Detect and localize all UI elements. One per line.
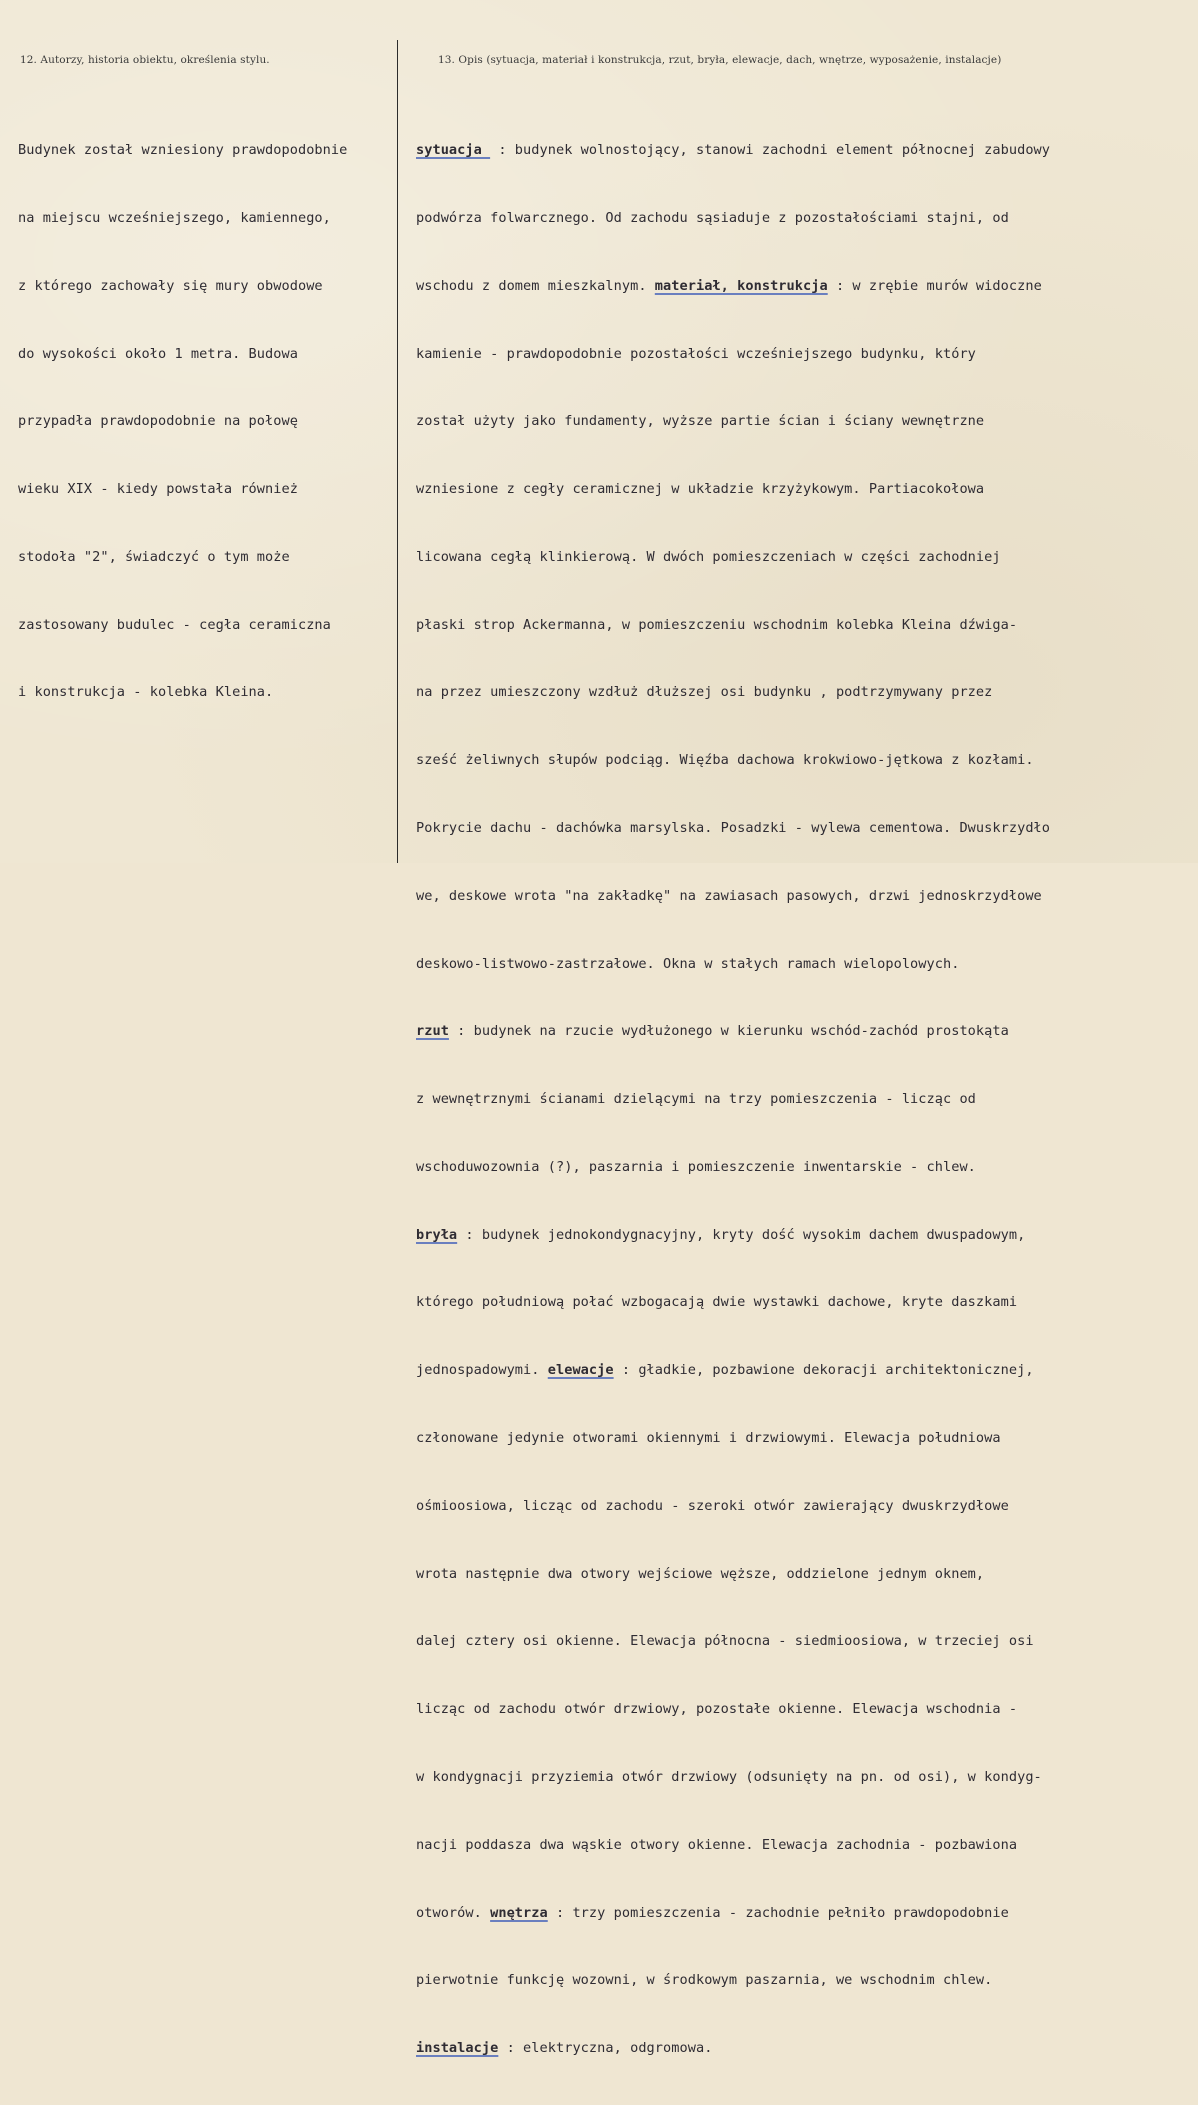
text-line: sześć żeliwnych słupów podciąg. Więźba dachowa krokwiowo-jętkowa z kozłami. — [416, 752, 1034, 769]
text-run: otworów. — [416, 1904, 491, 1921]
term-rzut: rzut — [416, 1023, 449, 1040]
term-instalacje: instalacje — [416, 2040, 499, 2057]
text-line: członowane jedynie otworami okiennymi i drzwiowymi. Elewacja południowa — [416, 1430, 1001, 1447]
text-line: ośmioosiowa, licząc od zachodu - szeroki otwór zawierający dwuskrzydłowe — [416, 1497, 1009, 1514]
text-line: z wewnętrznymi ścianami dzielącymi na trzy pomieszczenia - licząc od — [416, 1091, 976, 1108]
text-line: licowana cegłą klinkierową. W dwóch pomieszczeniach w części zachodniej — [416, 548, 1001, 565]
section-12-header: 12. Autorzy, historia obiektu, określenia stylu. — [20, 54, 270, 66]
text-line — [416, 1020, 1050, 1043]
text-line: nacji poddasza dwa wąskie otwory okienne. Elewacja zachodnia - pozbawiona — [416, 1836, 1018, 1853]
description-text — [416, 94, 1050, 2105]
text-line: dalej cztery osi okienne. Elewacja północna - siedmioosiowa, w trzeciej osi — [416, 1633, 1034, 1650]
text-line: wschoduwozownia (?), paszarnia i pomieszczenie inwentarskie - chlew. — [416, 1158, 976, 1175]
text-line: na miejscu wcześniejszego, kamiennego, — [18, 209, 331, 226]
text-line: Pokrycie dachu - dachówka marsylska. Posadzki - wylewa cementowa. Dwuskrzydło — [416, 820, 1051, 836]
text-line: wrota następnie dwa otwory wejściowe węższe, oddzielone jednym oknem, — [416, 1565, 985, 1582]
text-run: : budynek na rzucie wydłużonego w kierunku wschód-zachód prostokąta — [448, 1023, 1009, 1040]
text-line: Budynek został wzniesiony prawdopodobnie — [18, 142, 348, 159]
text-line: w kondygnacji przyziemia otwór drzwiowy (odsunięty na pn. od osi), w kondyg- — [416, 1768, 1042, 1785]
text-line — [416, 2037, 1050, 2060]
text-line — [416, 139, 1050, 162]
text-line — [416, 275, 1050, 298]
column-divider — [397, 40, 398, 863]
text-line — [416, 1902, 1050, 1925]
text-run: wschodu z domem mieszkalnym. — [416, 277, 655, 294]
text-line: na przez umieszczony wzdłuż dłuższej osi budynku , podtrzymywany przez — [416, 684, 993, 701]
text-line: z którego zachowały się mury obwodowe — [18, 277, 323, 294]
term-material: materiał, konstrukcja — [654, 277, 828, 294]
text-line: do wysokości około 1 metra. Budowa — [18, 345, 298, 362]
term-bryla: bryła — [416, 1226, 458, 1243]
text-run: : w zrębie murów widoczne — [827, 277, 1042, 294]
text-run: : gładkie, pozbawione dekoracji architektonicznej, — [613, 1362, 1034, 1379]
text-line — [416, 1224, 1050, 1247]
text-line: kamienie - prawdopodobnie pozostałości wcześniejszego budynku, który — [416, 345, 976, 362]
text-line: deskowo-listwowo-zastrzałowe. Okna w stałych ramach wielopolowych. — [416, 955, 960, 972]
text-line: licząc od zachodu otwór drzwiowy, pozostałe okienne. Elewacja wschodnia - — [416, 1701, 1018, 1718]
text-run: : budynek jednokondygnacyjny, kryty dość wysokim dachem dwuspadowym, — [457, 1226, 1026, 1243]
authors-history-text — [18, 94, 347, 749]
text-run: jednospadowymi. — [416, 1362, 548, 1379]
text-line: płaski strop Ackermanna, w pomieszczeniu wschodnim kolebka Kleina dźwiga- — [416, 616, 1018, 633]
text-run: : trzy pomieszczenia - zachodnie pełniło prawdopodobnie — [547, 1904, 1009, 1921]
text-line: stodoła "2", świadczyć o tym może — [18, 548, 290, 565]
text-run: : elektryczna, odgromowa. — [498, 2040, 713, 2057]
text-run: : budynek wolnostojący, stanowi zachodni element północnej zabudowy — [490, 142, 1051, 159]
text-line: wieku XIX - kiedy powstała również — [18, 481, 298, 498]
section-13-header: 13. Opis (sytuacja, materiał i konstrukcja, rzut, bryła, elewacje, dach, wnętrze, wyposażenie, instalacje) — [438, 54, 1002, 66]
text-line — [416, 1359, 1050, 1382]
text-line: zastosowany budulec - cegła ceramiczna — [18, 616, 331, 633]
text-line: podwórza folwarcznego. Od zachodu sąsiaduje z pozostałościami stajni, od — [416, 209, 1009, 226]
term-sytuacja: sytuacja — [416, 142, 491, 159]
term-elewacje: elewacje — [547, 1362, 614, 1379]
text-line: którego południową połać wzbogacają dwie wystawki dachowe, kryte daszkami — [416, 1294, 1018, 1311]
text-line: wzniesione z cegły ceramicznej w układzie krzyżykowym. Partiacokołowa — [416, 481, 985, 498]
text-line: i konstrukcja - kolebka Kleina. — [18, 684, 274, 701]
text-line: we, deskowe wrota "na zakładkę" na zawiasach pasowych, drzwi jednoskrzydłowe — [416, 887, 1042, 904]
text-line: przypadła prawdopodobnie na połowę — [18, 413, 298, 430]
term-wnetrza: wnętrza — [490, 1904, 548, 1921]
text-line: został użyty jako fundamenty, wyższe partie ścian i ściany wewnętrzne — [416, 413, 985, 430]
text-line: pierwotnie funkcję wozowni, w środkowym paszarnia, we wschodnim chlew. — [416, 1972, 993, 1989]
